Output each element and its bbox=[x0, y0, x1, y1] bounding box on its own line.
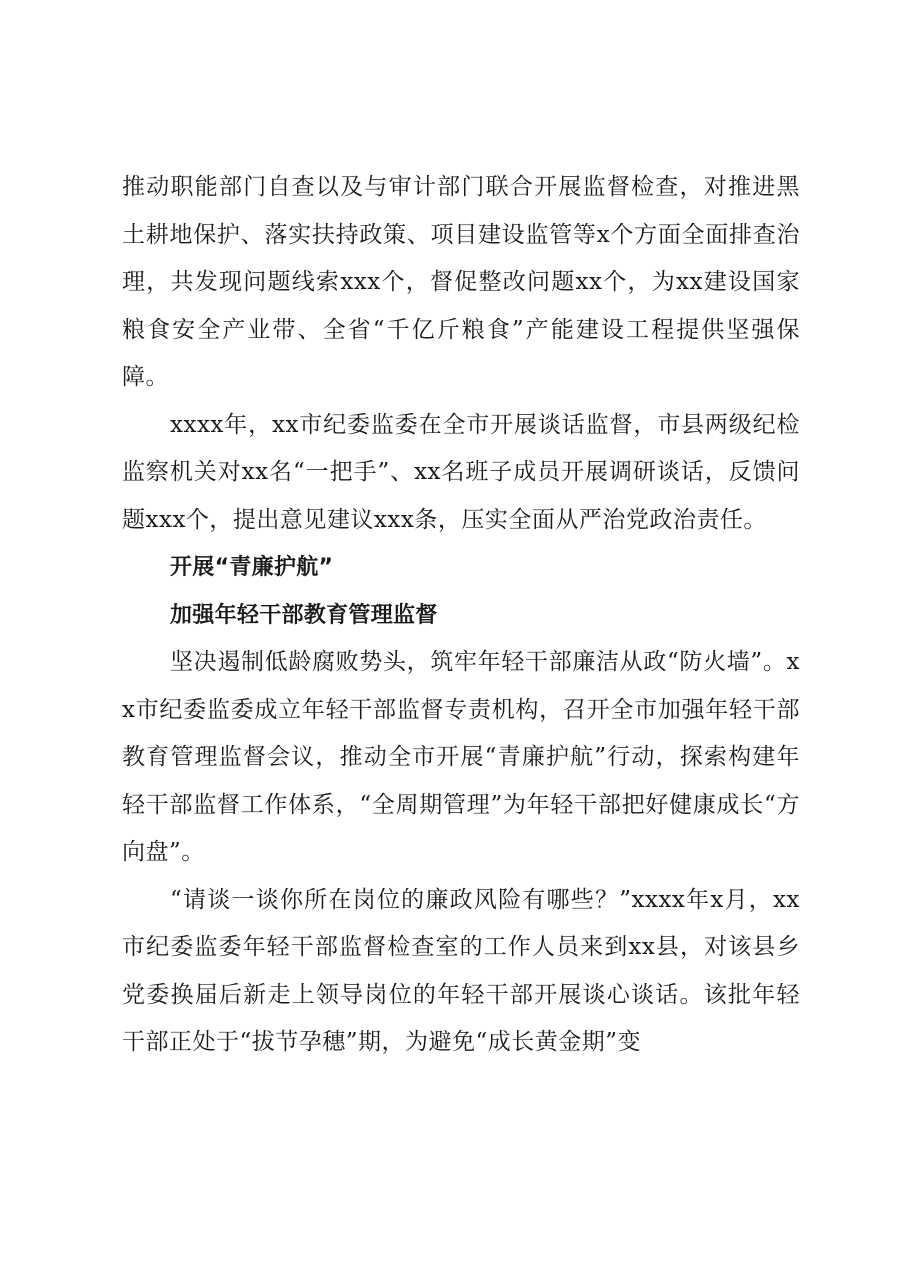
section-heading-1: 开展“青廉护航” bbox=[170, 555, 334, 580]
paragraph-3: 坚决遏制低龄腐败势头，筑牢年轻干部廉洁从政“防火墙”。xx市纪委监委成立年轻干部监督专责机构，召开全市加强年轻干部教育管理监督会议，推动全市开展“青廉护航”行动，探索构建年轻干部监督工作体系，“全周期管理”为年轻干部把好健康成长“方向盘”。 bbox=[122, 649, 800, 865]
document-body bbox=[122, 164, 800, 1067]
paragraph-1: 推动职能部门自查以及与审计部门联合开展监督检查，对推进黑土耕地保护、落实扶持政策、项目建设监管等x个方面全面排查治理，共发现问题线索xxx个，督促整改问题xx个，为xx建设国家粮食安全产业带、全省“千亿斤粮食”产能建设工程提供坚强保障。 bbox=[122, 174, 800, 390]
paragraph-2: xxxx年，xx市纪委监委在全市开展谈话监督，市县两级纪检监察机关对xx名“一把手”、xx名班子成员开展调研谈话，反馈问题xxx个，提出意见建议xxx条，压实全面从严治党政治责任。 bbox=[122, 411, 800, 533]
paragraph-4: “请谈一谈你所在岗位的廉政风险有哪些？”xxxx年x月，xx市纪委监委年轻干部监督检查室的工作人员来到xx县，对该县乡党委换届后新走上领导岗位的年轻干部开展谈心谈话。该批年轻干部正处于“拔节孕穗”期，为避免“成长黄金期”变 bbox=[122, 886, 800, 1055]
section-heading-2: 加强年轻干部教育管理监督 bbox=[170, 602, 438, 628]
